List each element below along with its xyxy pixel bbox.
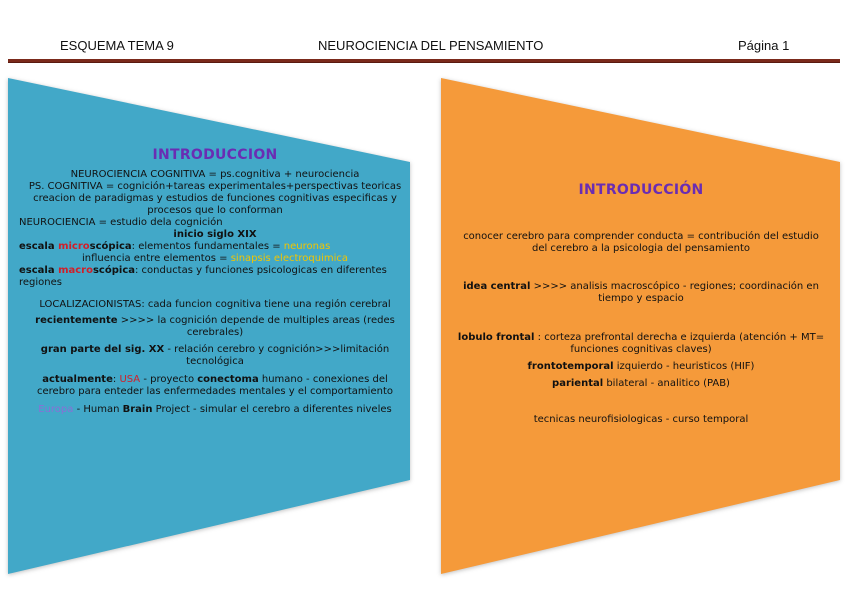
left-line: cerebrales) [186,327,244,338]
right-line: tecnicas neurofisiologicas - curso temporal [533,414,749,425]
bold-text: pariental [552,378,604,389]
right-panel-title: INTRODUCCIÓN [578,182,704,198]
header-left: ESQUEMA TEMA 9 [60,38,174,53]
left-line [19,315,411,327]
bold-text: gran parte del sig. XX [40,344,165,355]
left-line [19,374,411,386]
right-line [446,361,836,373]
right-line: funciones cognitivas claves) [570,344,712,355]
left-line: tecnológica [186,356,244,367]
bold-text: lobulo frontal [457,332,535,343]
header-title: NEUROCIENCIA DEL PENSAMIENTO [318,38,544,53]
plain-text: - proyecto [140,374,198,385]
left-line: procesos que lo conforman [147,205,283,216]
left-line: cerebro para enteder las enfermedades mentales y el comportamiento [37,386,393,397]
header-page-number: Página 1 [738,38,790,53]
bold-text: scópica [92,265,135,276]
yellow-text: sinapsis electroquimica [230,253,349,264]
red-text: micro [58,241,90,252]
header-rule [8,59,840,63]
left-line [19,229,411,241]
plain-text: izquierdo - heuristicos (HIF) [613,361,755,372]
plain-text: influencia entre elementos = [81,253,231,264]
red-text: USA [119,374,141,385]
plain-text: >>>> la cognición depende de multiples areas (redes [117,315,395,326]
left-line [19,253,411,265]
red-text: macro [58,265,93,276]
left-line: NEUROCIENCIA = estudio dela cognición [19,217,223,228]
plain-text: : elementos fundamentales = [131,241,284,252]
right-line [446,332,836,344]
bold-text: Brain [122,404,153,415]
bold-text: idea central [463,281,531,292]
plain-text: - Human [73,404,123,415]
plain-text: bilateral - analitico (PAB) [603,378,730,389]
right-line: del cerebro a la psicologia del pensamiento [531,243,751,254]
plain-text: - relación cerebro y cognición>>>limitación [164,344,390,355]
plain-text: : [112,374,120,385]
right-line [446,378,836,390]
bold-text: escala [19,265,59,276]
left-line: regiones [19,277,62,288]
plain-text: >>>> analisis macroscópico - regiones; coordinación en [530,281,819,292]
purple-text: Europa [38,404,74,415]
bold-text: scópica [89,241,132,252]
right-line: tiempo y espacio [598,293,684,304]
bold-text: frontotemporal [527,361,614,372]
left-panel-title: INTRODUCCION [152,147,278,163]
left-line: PS. COGNITIVA = cognición+tareas experimentales+perspectivas teoricas [28,181,402,192]
left-line: LOCALIZACIONISTAS: cada funcion cognitiva tiene una región cerebral [39,299,391,310]
left-line-microscopic [19,241,411,253]
plain-text: : corteza prefrontal derecha e izquierda (atención + MT= [534,332,825,343]
bold-text: conectoma [197,374,259,385]
plain-text: Project - simular el cerebro a diferentes niveles [152,404,392,415]
left-line: creacion de paradigmas y estudios de funciones cognitivas especificas y [33,193,397,204]
bold-text: escala [19,241,59,252]
right-line [446,281,836,293]
right-line: conocer cerebro para comprender conducta = contribución del estudio [463,231,819,242]
yellow-text: neuronas [283,241,331,252]
plain-text: humano - conexiones del [258,374,388,385]
bold-text: actualmente [42,374,113,385]
left-line-macroscopic [19,265,411,277]
plain-text: : conductas y funciones psicologicas en diferentes [135,265,387,276]
bold-text: recientemente [35,315,118,326]
left-line [19,404,411,416]
right-panel-content [446,181,836,426]
left-line: NEUROCIENCIA COGNITIVA = ps.cognitiva + neurociencia [70,169,360,180]
bold-text: inicio siglo XIX [173,229,257,240]
left-line [19,344,411,356]
left-panel-content [19,146,411,416]
